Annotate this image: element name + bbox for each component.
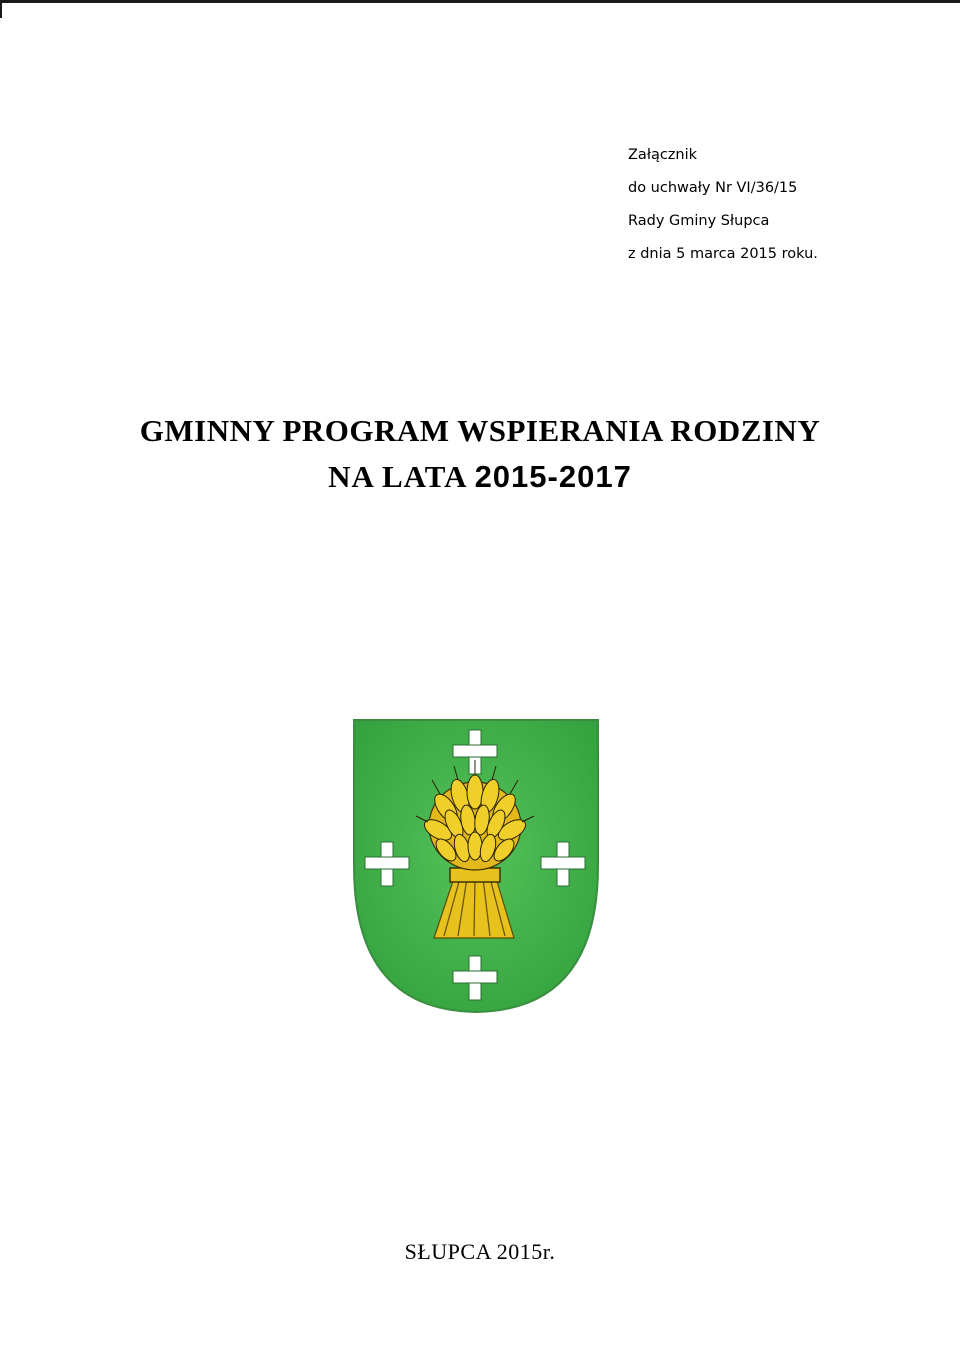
resolution-date: z dnia 5 marca 2015 roku.: [628, 246, 818, 262]
title-line-1: GMINNY PROGRAM WSPIERANIA RODZINY: [139, 413, 821, 448]
coat-of-arms-icon: [350, 716, 602, 1016]
attachment-label: Załącznik: [628, 147, 698, 163]
title-years: 2015-2017: [474, 459, 632, 494]
title-line-2: [0, 454, 960, 500]
document-title: [0, 408, 960, 500]
scan-left-edge: [0, 0, 2, 18]
scan-top-edge: [0, 0, 960, 3]
title-line-2-prefix: NA LATA: [328, 459, 475, 494]
footer-place-date: SŁUPCA 2015r.: [404, 1239, 556, 1264]
attachment-note: [628, 139, 948, 271]
resolution-number: do uchwały Nr VI/36/15: [628, 180, 798, 196]
council-name: Rady Gminy Słupca: [628, 213, 770, 229]
